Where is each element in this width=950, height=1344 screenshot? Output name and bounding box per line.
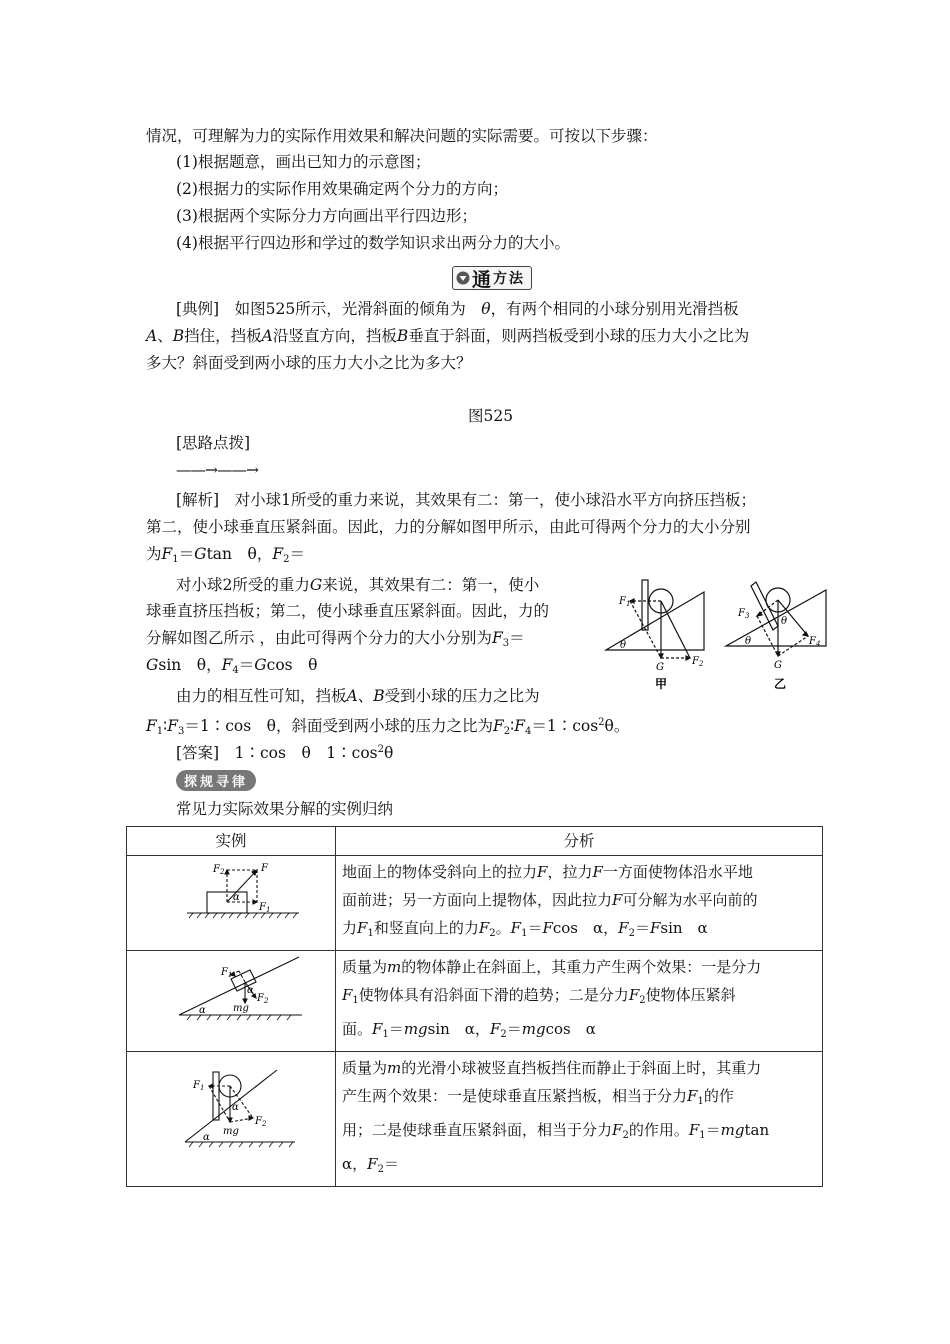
- row3-F1-label: $F_1$: [193, 1080, 205, 1092]
- jia-G-label: G: [656, 662, 664, 673]
- row1-F-label: F: [261, 863, 268, 874]
- figure-caption: 图525: [468, 407, 514, 425]
- analysis-line-4: 对小球2所受的重力G来说，其效果有二：第一，使小: [176, 576, 540, 594]
- row1-analysis: 地面上的物体受斜向上的拉力F，拉力F一方面使物体沿水平地 面前进；另一方面向上提物体，因此拉力F可分解为水平向前的 力$F_1$和竖直向上的力$F_2$。$F_1=Fcos$ α，$F_2=Fsin$ α: [336, 856, 823, 951]
- yi-G-label: G: [774, 660, 782, 671]
- row3-figure: [127, 1052, 335, 1162]
- row1-figure: [127, 856, 335, 940]
- row2-alpha-label: α: [247, 985, 254, 996]
- row3-F2-label: $F_2$: [255, 1116, 267, 1128]
- jia-theta-label: θ: [620, 640, 627, 651]
- yi-label: 乙: [774, 677, 787, 691]
- header-example: 实例: [127, 827, 336, 856]
- analysis-line-8: 由力的相互性可知，挡板A、B受到小球的压力之比为: [176, 687, 540, 705]
- yi-theta-label-1: θ: [781, 616, 788, 627]
- row3-alpha-label: α: [232, 1102, 239, 1113]
- analysis-line-1: [解析] 对小球1所受的重力来说，其效果有二：第一，使小球沿水平方向挤压挡板；: [176, 491, 756, 509]
- badge-big-char: 通: [472, 268, 492, 291]
- row3-mg-label: mg: [223, 1126, 239, 1137]
- section-badge-tongfangfa: [452, 266, 532, 290]
- jia-F2-label: $F_2$: [692, 656, 704, 668]
- row2-F1-label: $F_1$: [221, 967, 233, 979]
- row1-F1-label: $F_1$: [259, 902, 271, 914]
- row2-figure-cell: [127, 951, 336, 1052]
- jia-F1-label: $F_1$: [619, 596, 631, 608]
- analysis-line-9: $F_1∶F_3=1∶\cos$ θ，斜面受到两小球的压力之比为$F_2∶F_4=1∶\cos^2\theta$。: [146, 717, 630, 737]
- row2-analysis: 质量为m的物体静止在斜面上，其重力产生两个效果：一是分力 $F_1$使物体具有沿斜面下滑的趋势；二是分力$F_2$使物体压紧斜 面。$F_1=mgsin$ α，$F_2=mgcos$ α: [336, 951, 823, 1052]
- row3-alpha2-label: α: [203, 1132, 210, 1143]
- step-4: (4)根据平行四边形和学过的数学知识求出两分力的大小。: [176, 234, 570, 252]
- example-line-2: A、B挡住，挡板A沿竖直方向，挡板B垂直于斜面，则两挡板受到小球的压力大小之比为: [146, 327, 750, 345]
- row2-alpha2-label: α: [199, 1005, 206, 1016]
- step-3: (3)根据两个实际分力方向画出平行四边形；: [176, 207, 477, 225]
- yi-theta-label-2: θ: [745, 636, 752, 647]
- analysis-line-2: 第二，使小球垂直压紧斜面。因此，力的分解如图甲所示，由此可得两个分力的大小分别: [146, 518, 751, 536]
- row2-mg-label: mg: [233, 1003, 249, 1014]
- hint-arrows: ——→——→: [176, 461, 258, 479]
- row2-figure: [127, 951, 335, 1033]
- analysis-line-6: 分解如图乙所示 ，由此可得两个分力的大小分别为$F_3=$: [146, 629, 525, 649]
- down-triangle-icon: [456, 271, 470, 285]
- example-line-3: 多大？斜面受到两小球的压力大小之比为多大？: [146, 354, 472, 372]
- table-row: [127, 1052, 823, 1187]
- analysis-line-3: 为$F_1=Gtan$ θ，$F_2=$: [146, 545, 306, 565]
- step-1: (1)根据题意，画出已知力的示意图；: [176, 153, 431, 171]
- row3-figure-cell: [127, 1052, 336, 1187]
- row3-analysis: 质量为m的光滑小球被竖直挡板挡住而静止于斜面上时，其重力 产生两个效果：一是使球垂直压紧挡板，相当于分力$F_1$的作 用；二是使球垂直压紧斜面，相当于分力$F_2$的作用。$F_1=mgtan$ α，$F_2=$: [336, 1052, 823, 1187]
- row2-F2-label: $F_2$: [257, 993, 269, 1005]
- answer-line: [答案] 1∶cos θ $1∶\cos^2\theta$: [176, 744, 394, 762]
- summary-title: 常见力实际效果分解的实例归纳: [176, 800, 394, 818]
- hint-tag: [思路点拨]: [176, 434, 251, 452]
- summary-table: [126, 826, 823, 1187]
- header-analysis: 分析: [336, 827, 823, 856]
- table-row: [127, 951, 823, 1052]
- analysis-line-5: 球垂直挤压挡板；第二，使小球垂直压紧斜面。因此，力的: [146, 602, 550, 620]
- badge-small-text: 方法: [493, 271, 526, 287]
- analysis-line-7: Gsin θ，$F_4=Gcos$ θ: [146, 656, 318, 676]
- table-row: [127, 856, 823, 951]
- step-2: (2)根据力的实际作用效果确定两个分力的方向；: [176, 180, 508, 198]
- row1-alpha-label: α: [233, 892, 240, 903]
- example-line-1: [典例] 如图525所示，光滑斜面的倾角为 θ，有两个相同的小球分别用光滑挡板: [176, 300, 739, 318]
- row1-F2-label: $F_2$: [213, 864, 225, 876]
- jia-label: 甲: [655, 677, 668, 691]
- section-badge-tanguixunlv: 探规寻律: [176, 770, 256, 791]
- yi-F4-label: $F_4$: [809, 636, 821, 648]
- intro-line: 情况，可理解为力的实际作用效果和解决问题的实际需要。可按以下步骤：: [146, 127, 658, 145]
- yi-F3-label: $F_3$: [738, 608, 750, 620]
- table-header-row: [127, 827, 823, 856]
- figure-jia-yi: [600, 574, 828, 692]
- row1-figure-cell: [127, 856, 336, 951]
